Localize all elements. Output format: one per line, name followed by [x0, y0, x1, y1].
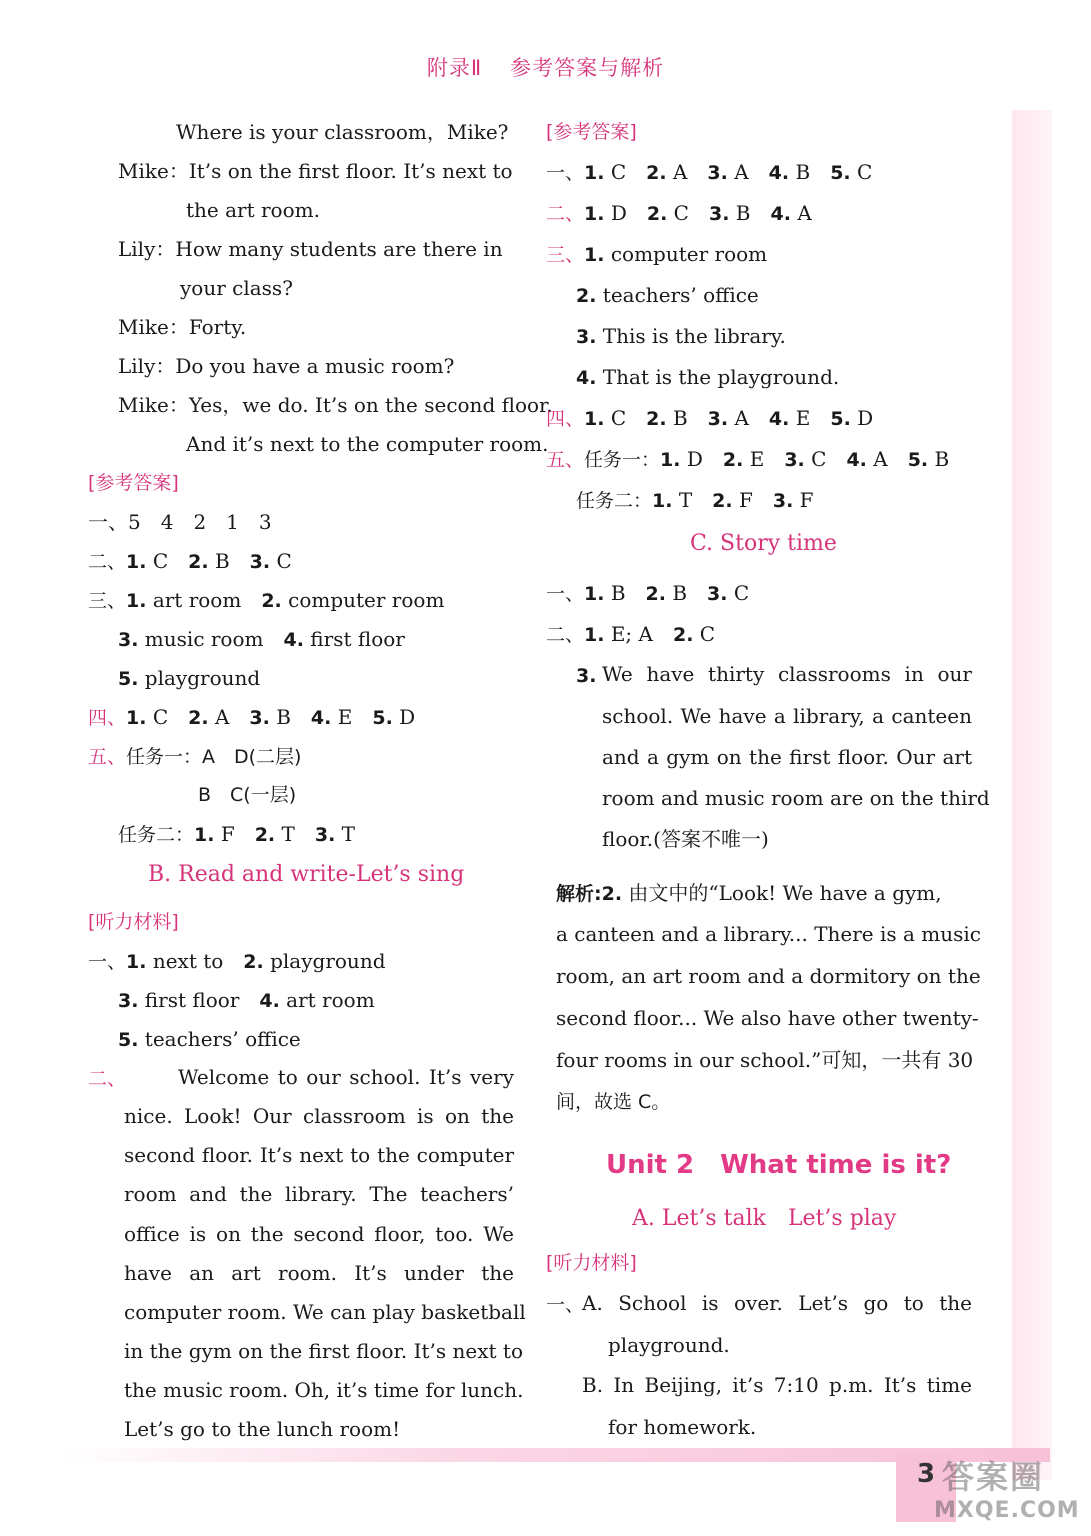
answer-item — [646, 581, 688, 605]
answer-item — [261, 588, 444, 612]
answer-item — [646, 406, 688, 430]
item-answer: E; A — [604, 622, 653, 646]
answer-item — [126, 549, 168, 573]
watermark-text: 答案圈 — [942, 1458, 1045, 1496]
page-number: 3 — [896, 1452, 956, 1522]
item-number: 4. — [768, 408, 790, 430]
item-number: 2. — [188, 551, 209, 573]
passage-line: a canteen and a library... There is a music — [556, 922, 982, 946]
item-answer: first floor — [303, 627, 405, 651]
item-answer: T — [275, 822, 295, 846]
item-answer: art room — [146, 588, 242, 612]
item-number: 3. — [709, 203, 730, 225]
item-number: 1. — [584, 244, 605, 266]
item-answer: C — [604, 406, 627, 430]
answer-item — [118, 627, 263, 651]
item-answer: C — [693, 622, 716, 646]
item-number: 5. — [830, 162, 851, 184]
item-number: 2. — [645, 583, 666, 605]
task-one-cont: B C(一层) — [198, 784, 297, 806]
item-number: 1. — [126, 551, 147, 573]
dialog-line: Mike：It’s on the first floor. It’s next to — [118, 159, 513, 183]
answer-item — [584, 201, 627, 225]
item-number: 2. — [672, 624, 694, 646]
passage-line: four rooms in our school.”可知，一共有 30 — [556, 1048, 974, 1072]
answer-item — [846, 447, 887, 471]
item-number: 1. — [652, 490, 673, 512]
item-number: 3. — [314, 824, 336, 846]
answer-5 — [88, 742, 301, 770]
analysis-body — [556, 913, 982, 1081]
unit-title: Unit 2 What time is it? — [606, 1150, 952, 1180]
item-answer: next to — [146, 949, 224, 973]
answer-item — [908, 447, 950, 471]
item-answer: A — [866, 447, 888, 471]
answer-item — [315, 822, 355, 846]
item-answer: C — [667, 201, 689, 225]
item-answer: A — [666, 160, 688, 184]
answer-3-cont — [576, 363, 839, 391]
answer-item — [118, 666, 260, 690]
answer-item — [118, 1027, 301, 1051]
answer-item — [673, 622, 715, 646]
answer-item — [188, 705, 229, 729]
item-number: 3. — [707, 583, 728, 605]
item-mark: 二、 — [88, 551, 127, 573]
item-number: 5. — [118, 1029, 139, 1051]
item-answer: first floor — [138, 988, 240, 1012]
answer-3-cont — [118, 625, 405, 653]
answer-item — [708, 406, 749, 430]
item-mark: 二、 — [546, 203, 585, 225]
answer-item — [188, 549, 230, 573]
section-b-title: B. Read and write-Let’s sing — [148, 862, 465, 887]
answer-3-cont — [576, 322, 786, 350]
item-number: 3. — [118, 629, 139, 651]
item-answer: teachers’ office — [138, 1027, 301, 1051]
item-number: 1. — [584, 408, 605, 430]
item-mark: 一、 — [88, 951, 127, 973]
item-answer: E — [743, 447, 765, 471]
item-number: 3. — [772, 490, 794, 512]
item-answer: C — [727, 581, 750, 605]
item-mark: 四、 — [546, 408, 585, 430]
passage-line: have an art room. It’s under the — [124, 1260, 514, 1285]
story-3-passage — [602, 696, 990, 819]
answer-item — [712, 488, 753, 512]
item-number: 4. — [770, 203, 791, 225]
item-answer: B — [666, 406, 688, 430]
item-number: 4. — [768, 162, 790, 184]
item-number: 1. — [194, 824, 215, 846]
analysis-label: 解析:2. — [556, 883, 623, 905]
listen-tag: [听力材料] — [88, 911, 179, 933]
item-answer: music room — [138, 627, 264, 651]
task-two-label: 任务二： — [118, 824, 195, 846]
item-number: 3. — [707, 162, 728, 184]
answer-item — [250, 549, 292, 573]
unit-listen-1-b — [582, 1366, 972, 1405]
item-number: 3. — [707, 408, 729, 430]
answer-item — [126, 588, 241, 612]
dialog-line: Lily：Do you have a music room? — [118, 354, 455, 378]
answer-item — [249, 705, 291, 729]
item-answer: A — [728, 406, 749, 430]
story-3-first — [602, 655, 972, 694]
item-answer: teachers’ office — [596, 283, 759, 307]
decorative-sidebar — [1012, 110, 1052, 1480]
answer-4 — [546, 404, 873, 432]
answer-2 — [88, 547, 292, 575]
item-number: 1. — [126, 590, 147, 612]
item-answer: A — [208, 705, 230, 729]
passage-line: the music room. Oh, it’s time for lunch. — [124, 1378, 524, 1403]
item-number: 1. — [660, 449, 681, 471]
item-number: 4. — [283, 629, 304, 651]
answer-item — [709, 201, 751, 225]
item-answer: D — [604, 201, 627, 225]
listen-1-cont — [118, 986, 375, 1014]
answer-item — [773, 488, 814, 512]
passage-line: room and the library. The teachers’ — [124, 1182, 514, 1207]
item-number: 4. — [310, 707, 332, 729]
answer-item — [723, 447, 764, 471]
header-title: 参考答案与解析 — [510, 56, 665, 80]
item-number: 4. — [576, 367, 597, 389]
item-mark: 二、 — [88, 1068, 127, 1090]
item-answer: That is the playground. — [596, 365, 840, 389]
item-answer: F — [732, 488, 753, 512]
item-number: 1. — [584, 583, 605, 605]
item-answer: E — [331, 705, 353, 729]
answer-item — [259, 988, 374, 1012]
answer-item — [255, 822, 295, 846]
listen-1 — [88, 947, 386, 975]
task-two-label: 任务二： — [576, 490, 653, 512]
item-number: 1. — [126, 951, 147, 973]
answer-3-cont — [118, 664, 260, 692]
passage-last-line: Let’s go to the lunch room! — [124, 1417, 401, 1441]
passage-line: for homework. — [608, 1415, 757, 1439]
item-number: 2. — [646, 408, 667, 430]
answer-item — [126, 949, 223, 973]
item-number: 4. — [259, 990, 280, 1012]
item-answer: C — [804, 447, 827, 471]
passage-line: Welcome to our school. It’s very — [178, 1065, 514, 1089]
item-answer: B — [665, 581, 688, 605]
passage-line: room, an art room and a dormitory on the — [556, 964, 981, 988]
task-one-label: 任务一： — [584, 449, 661, 471]
item-mark: 五、 — [88, 746, 127, 768]
answer-item — [830, 406, 873, 430]
item-answer: B — [208, 549, 230, 573]
dialog-line: Mike：Forty. — [118, 315, 247, 339]
item-answer: computer room — [281, 588, 445, 612]
item-number: 3. — [784, 449, 805, 471]
item-answer: playground — [263, 949, 386, 973]
item-answer: D — [392, 705, 416, 729]
passage-line: second floor. It’s next to the computer — [124, 1143, 514, 1168]
answer-item — [311, 705, 352, 729]
page-header — [0, 52, 1091, 82]
answer-tag: [参考答案] — [88, 472, 179, 494]
story-2 — [546, 620, 715, 648]
item-number: 3. — [249, 707, 270, 729]
item-number: 1. — [584, 162, 605, 184]
item-answer: B — [928, 447, 950, 471]
item-number: 3. — [576, 326, 597, 348]
passage-line: floor.(答案不唯一) — [602, 827, 769, 851]
item-number: 2. — [188, 707, 209, 729]
answer-item — [243, 949, 385, 973]
unit-listen-1-a — [582, 1284, 972, 1323]
passage-line: playground. — [608, 1333, 730, 1357]
answer-item — [769, 406, 810, 430]
answer-item — [830, 160, 872, 184]
task-two — [118, 820, 355, 848]
answer-3 — [88, 586, 444, 614]
answer-3-cont — [576, 281, 759, 309]
item-number: 2. — [646, 203, 668, 225]
answer-item — [647, 201, 689, 225]
header-appendix: 附录Ⅱ — [426, 56, 483, 80]
listen-1-cont — [118, 1025, 301, 1053]
analysis-last: 间，故选 C。 — [556, 1091, 671, 1113]
passage-line: B. In Beijing, it’s 7:10 p.m. It’s time — [582, 1373, 972, 1397]
item-number: 2. — [646, 162, 667, 184]
dialog-line: Lily：How many students are there in — [118, 237, 503, 261]
answer-2 — [546, 199, 812, 227]
item-answer: C — [270, 549, 292, 573]
item-answer: D — [850, 406, 874, 430]
item-mark: 五、 — [546, 449, 585, 471]
section-a-title: A. Let’s talk Let’s play — [632, 1206, 897, 1231]
answer-3 — [546, 240, 767, 268]
item-number: 5. — [118, 668, 139, 690]
item-number: 2. — [254, 824, 276, 846]
item-number: 2. — [261, 590, 282, 612]
dialog-line: And it’s next to the computer room. — [186, 432, 549, 456]
item-mark: 一、 — [546, 1294, 585, 1316]
answer-item — [194, 822, 235, 846]
task-two — [576, 486, 814, 514]
passage-line: office is on the second floor, too. We — [124, 1221, 514, 1246]
item-number: 1. — [584, 624, 605, 646]
story-3-num — [576, 661, 596, 689]
passage-line: computer room. We can play basketball — [124, 1299, 526, 1324]
item-answer: T — [672, 488, 693, 512]
item-answer: A — [727, 160, 749, 184]
passage-line: and a gym on the first floor. Our art — [602, 745, 972, 769]
answer-5 — [546, 445, 949, 473]
story-1 — [546, 579, 749, 607]
answer-item — [126, 705, 168, 729]
item-answer: T — [335, 822, 356, 846]
answer-1 — [546, 158, 872, 186]
item-answer: B — [604, 581, 626, 605]
item-mark: 四、 — [88, 707, 127, 729]
analysis-line: 由文中的“Look! We have a gym, — [622, 881, 942, 905]
item-answer: C — [146, 549, 169, 573]
item-answer: F — [214, 822, 235, 846]
item-number: 4. — [846, 449, 867, 471]
analysis — [556, 879, 942, 907]
answer-item — [784, 447, 826, 471]
item-answer: computer room — [604, 242, 768, 266]
item-number: 2. — [712, 490, 733, 512]
passage-line: nice. Look! Our classroom is on the — [124, 1104, 514, 1128]
answer-tag: [参考答案] — [546, 121, 637, 143]
answer-item — [372, 705, 415, 729]
task-one: 任务一：A D(二层) — [126, 746, 302, 768]
answer-1: 一、5 4 2 1 3 — [88, 510, 272, 534]
answer-item — [707, 581, 749, 605]
item-answer: This is the library. — [596, 324, 786, 348]
answer-item — [771, 201, 812, 225]
item-answer: C — [604, 160, 627, 184]
item-number: 5. — [907, 449, 929, 471]
item-mark: 一、 — [546, 162, 585, 184]
listen-tag: [听力材料] — [546, 1252, 637, 1274]
unit-listen-1 — [546, 1290, 584, 1318]
listen-2-passage — [124, 1097, 526, 1411]
answer-item — [652, 488, 692, 512]
item-mark: 三、 — [88, 590, 127, 612]
answer-item — [584, 406, 626, 430]
item-answer: B — [269, 705, 291, 729]
item-mark: 三、 — [546, 244, 585, 266]
answer-item — [584, 242, 767, 266]
item-mark: 一、 — [546, 583, 585, 605]
answer-item — [584, 581, 626, 605]
dialog-line: Mike：Yes，we do. It’s on the second floor. — [118, 393, 553, 417]
item-answer: D — [680, 447, 703, 471]
item-answer: playground — [138, 666, 261, 690]
item-number: 3. — [576, 665, 597, 687]
listen-2-mark — [88, 1064, 126, 1092]
passage-line: room and music room are on the third — [602, 786, 990, 810]
answer-item — [660, 447, 703, 471]
answer-item — [283, 627, 404, 651]
answer-item — [584, 622, 653, 646]
item-answer: B — [729, 201, 751, 225]
item-answer: C — [850, 160, 873, 184]
answer-item — [584, 160, 626, 184]
item-number: 3. — [118, 990, 139, 1012]
dialog-line: your class? — [180, 276, 293, 300]
answer-4 — [88, 703, 415, 731]
item-mark: 二、 — [546, 624, 585, 646]
item-answer: C — [146, 705, 169, 729]
item-answer: art room — [279, 988, 375, 1012]
passage-line: in the gym on the first floor. It’s next to — [124, 1339, 524, 1364]
item-number: 2. — [722, 449, 744, 471]
dialog-line: the art room. — [186, 198, 320, 222]
passage-line: We have thirty classrooms in our — [602, 662, 972, 686]
answer-item — [118, 988, 239, 1012]
item-number: 3. — [249, 551, 271, 573]
answer-item — [576, 365, 839, 389]
answer-item — [576, 283, 759, 307]
story-3-last — [602, 825, 769, 853]
listen-2-first — [178, 1058, 514, 1097]
item-answer: B — [789, 160, 811, 184]
section-c-title: C. Story time — [690, 531, 837, 556]
item-number: 5. — [372, 707, 393, 729]
passage-line: second floor... We also have other twenty- — [556, 1006, 979, 1030]
item-answer: A — [790, 201, 812, 225]
item-answer: E — [789, 406, 811, 430]
item-number: 1. — [126, 707, 147, 729]
item-number: 1. — [584, 203, 605, 225]
item-number: 5. — [830, 408, 851, 430]
watermark-url: MXQE.COM — [934, 1498, 1080, 1523]
passage-line: A. School is over. Let’s go to the — [582, 1291, 972, 1315]
dialog-line: Where is your classroom，Mike? — [176, 120, 509, 144]
passage-line: school. We have a library, a canteen — [602, 704, 972, 728]
watermark-logo — [934, 1452, 1084, 1532]
answer-item — [707, 160, 748, 184]
answer-item — [576, 324, 786, 348]
item-number: 2. — [576, 285, 597, 307]
answer-item — [769, 160, 811, 184]
answer-item — [646, 160, 687, 184]
item-answer: F — [793, 488, 814, 512]
item-number: 2. — [243, 951, 264, 973]
